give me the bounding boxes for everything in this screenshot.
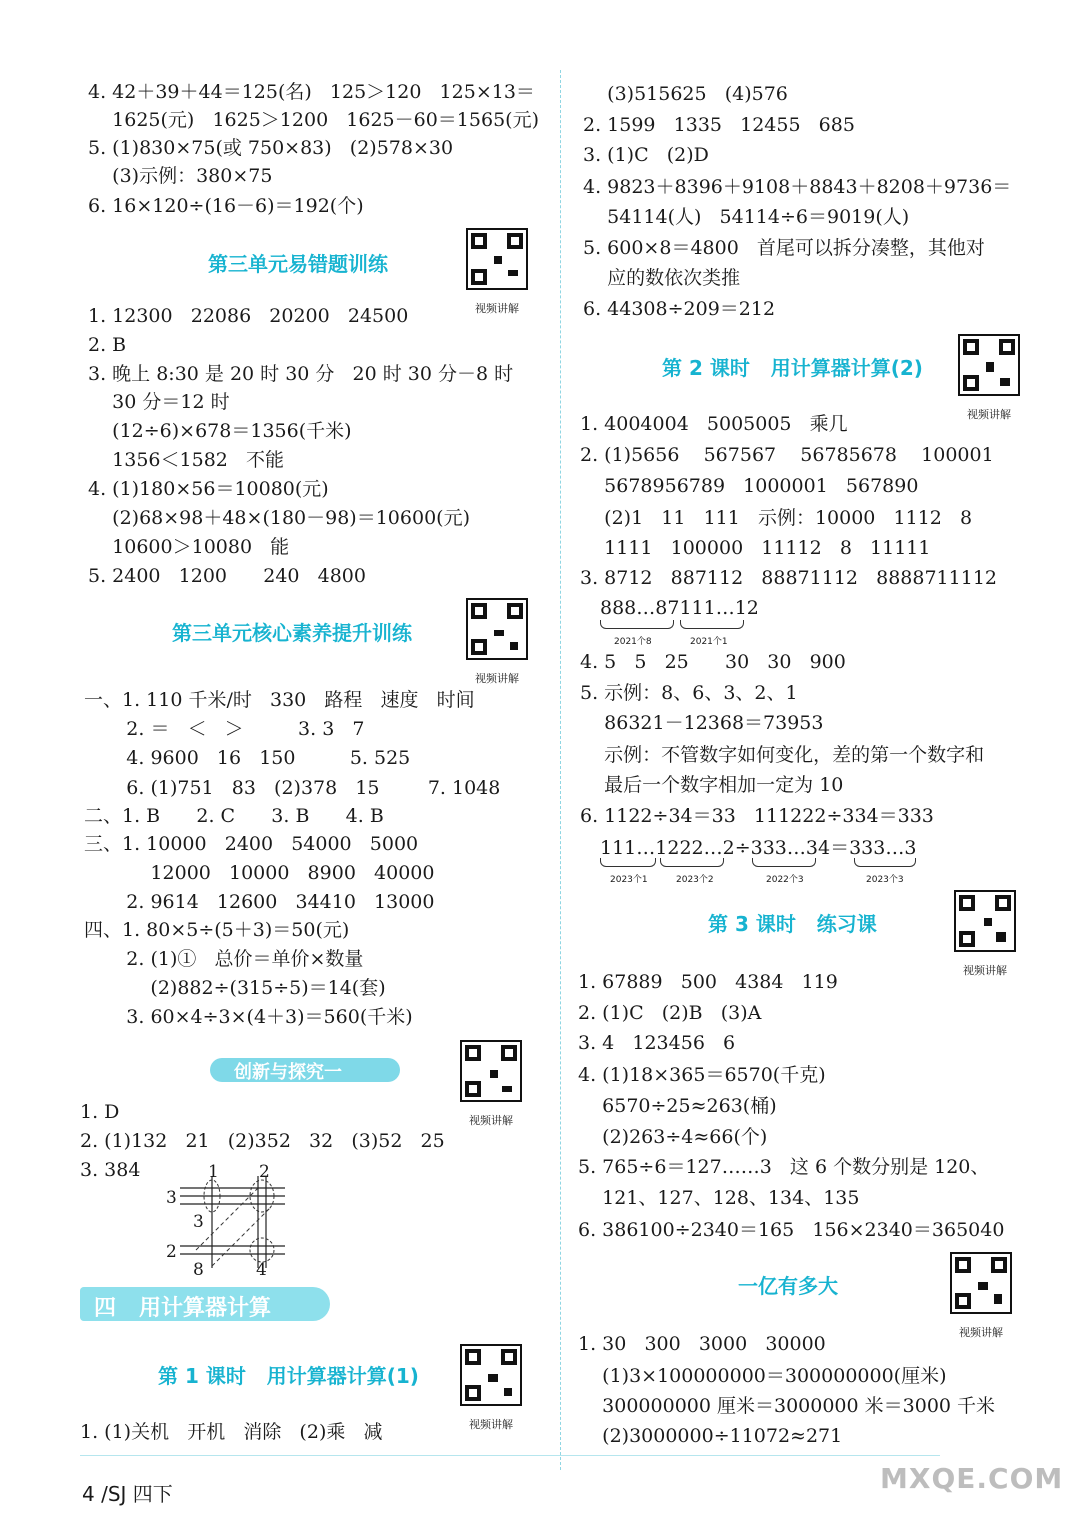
- section-heading: 第 1 课时 用计算器计算(1): [158, 1364, 419, 1388]
- answer-line: 3. 60×4÷3×(4＋3)＝560(千米): [84, 1006, 413, 1028]
- section-heading: 一亿有多大: [738, 1274, 838, 1298]
- answer-line: 10600＞10080 能: [88, 536, 290, 558]
- answer-line: 1. 67889 500 4384 119: [578, 971, 838, 993]
- answer-line: 5. 600×8＝4800 首尾可以拆分凑整，其他对: [583, 237, 985, 259]
- multiplication-grid-diagram: [160, 1158, 300, 1276]
- column-divider: [560, 70, 561, 1470]
- answer-line: 3. (1)C (2)D: [583, 144, 709, 166]
- answer-line: 示例：不管数字如何变化，差的第一个数字和: [580, 744, 985, 766]
- answer-line: (3)示例：380×75: [88, 165, 273, 187]
- answer-line: (1)3×100000000＝300000000(厘米): [578, 1365, 947, 1387]
- answer-line: 1356＜1582 不能: [88, 449, 284, 471]
- grid-label: 8: [193, 1260, 204, 1280]
- answer-line: 300000000 厘米＝3000000 米＝3000 千米: [578, 1395, 996, 1417]
- answer-line: 1. D: [80, 1101, 120, 1123]
- answer-line: 最后一个数字相加一定为 10: [580, 774, 844, 796]
- qr-code-icon[interactable]: [950, 1252, 1012, 1314]
- answer-line: 121、127、128、134、135: [578, 1187, 860, 1209]
- answer-line: 30 分＝12 时: [88, 391, 230, 413]
- answer-line: 5. 2400 1200 240 4800: [88, 565, 366, 587]
- qr-code-icon[interactable]: [466, 598, 528, 660]
- section-heading: 第 2 课时 用计算器计算(2): [662, 356, 923, 380]
- brace-note: 2021个8: [614, 637, 652, 647]
- answer-line: 应的数依次类推: [583, 267, 741, 289]
- answer-line: (3)515625 (4)576: [583, 83, 788, 105]
- answer-line: 6. 386100÷2340＝165 156×2340＝365040: [578, 1219, 1005, 1241]
- answer-line: (2)68×98＋48×(180－98)＝10600(元): [88, 507, 470, 529]
- qr-code-icon[interactable]: [954, 890, 1016, 952]
- brace-note: 2021个1: [690, 637, 728, 647]
- answer-line: 2. (1)① 总价＝单价×数量: [84, 948, 364, 970]
- answer-line: 4. 9823＋8396＋9108＋8843＋8208＋9736＝: [583, 176, 1012, 198]
- answer-line: 2. ＝ ＜ ＞ 3. 3 7: [84, 718, 365, 740]
- qr-label: 视频讲解: [475, 672, 519, 685]
- answer-line: 1. (1)关机 开机 消除 (2)乘 减: [80, 1421, 383, 1443]
- answer-line: 3. 4 123456 6: [578, 1032, 736, 1054]
- page-footer: 4 /SJ 四下: [82, 1482, 173, 1506]
- answer-line: 一、1. 110 千米/时 330 路程 速度 时间: [84, 689, 475, 711]
- answer-line: 54114(人) 54114÷6＝9019(人): [583, 206, 910, 228]
- brace-mark: [600, 620, 674, 629]
- answer-line: 2. 1599 1335 12455 685: [583, 114, 855, 136]
- section-heading: 第三单元易错题训练: [208, 252, 388, 276]
- qr-code-icon[interactable]: [460, 1344, 522, 1406]
- watermark: MXQE.COM: [880, 1462, 1064, 1495]
- grid-label: 4: [256, 1260, 267, 1280]
- answer-line: 1625(元) 1625＞1200 1625－60＝1565(元): [88, 109, 539, 131]
- qr-label: 视频讲解: [963, 964, 1007, 977]
- grid-label: 2: [259, 1162, 270, 1182]
- answer-line: 2. (1)132 21 (2)352 32 (3)52 25: [80, 1130, 445, 1152]
- brace-note: 2023个2: [676, 875, 714, 885]
- answer-line: 6. 16×120÷(16－6)＝192(个): [88, 195, 364, 217]
- answer-line: 86321－12368＝73953: [580, 712, 824, 734]
- answer-line: 4. 42＋39＋44＝125(名) 125＞120 125×13＝: [88, 81, 535, 103]
- answer-line: 1. 30 300 3000 30000: [578, 1333, 826, 1355]
- grid-label: 2: [166, 1242, 177, 1262]
- answer-line: (2)263÷4≈66(个): [578, 1126, 768, 1148]
- answer-line: 1. 4004004 5005005 乘几: [580, 413, 848, 435]
- answer-line: (12÷6)×678＝1356(千米): [88, 420, 352, 442]
- grid-label: 1: [208, 1162, 219, 1182]
- answer-line: 3. 晚上 8:30 是 20 时 30 分 20 时 30 分－8 时: [88, 363, 514, 385]
- qr-label: 视频讲解: [469, 1418, 513, 1431]
- answer-line: (2)3000000÷11072≈271: [578, 1425, 843, 1447]
- qr-label: 视频讲解: [967, 408, 1011, 421]
- answer-line: 6. 44308÷209＝212: [583, 298, 776, 320]
- answer-line: 四、1. 80×5÷(5＋3)＝50(元): [84, 919, 350, 941]
- answer-line: 1. 12300 22086 20200 24500: [88, 305, 409, 327]
- answer-line: 2. B: [88, 334, 127, 356]
- answer-line: 4. 5 5 25 30 30 900: [580, 651, 846, 673]
- answer-line: 3. 384: [80, 1159, 141, 1181]
- answer-line: 3. 8712 887112 88871112 8888711112: [580, 567, 997, 589]
- answer-line: 6. (1)751 83 (2)378 15 7. 1048: [84, 777, 501, 799]
- footer-rule: [80, 1455, 940, 1456]
- qr-label: 视频讲解: [469, 1114, 513, 1127]
- answer-line: 1111 100000 11112 8 11111: [580, 537, 931, 559]
- qr-label: 视频讲解: [475, 302, 519, 315]
- answer-line: 6. 1122÷34＝33 111222÷334＝333: [580, 805, 934, 827]
- brace-note: 2023个3: [866, 875, 904, 885]
- answer-line: (2)882÷(315÷5)＝14(套): [84, 977, 386, 999]
- brace-mark: [600, 858, 656, 867]
- answer-line: 4. (1)18×365＝6570(千克): [578, 1064, 826, 1086]
- brace-expression: 111…1222…2÷333…34＝333…3: [600, 837, 917, 859]
- section-heading: 第 3 课时 练习课: [708, 912, 877, 936]
- unit-banner: 四 用计算器计算: [80, 1287, 330, 1321]
- qr-code-icon[interactable]: [460, 1040, 522, 1102]
- grid-label: 3: [166, 1188, 177, 1208]
- answer-line: 二、1. B 2. C 3. B 4. B: [84, 805, 384, 827]
- answer-line: 6570÷25≈263(桶): [578, 1095, 777, 1117]
- answer-line: 4. (1)180×56＝10080(元): [88, 478, 329, 500]
- qr-code-icon[interactable]: [466, 228, 528, 290]
- answer-line: 三、1. 10000 2400 54000 5000: [84, 833, 419, 855]
- qr-code-icon[interactable]: [958, 334, 1020, 396]
- section-heading: 第三单元核心素养提升训练: [172, 621, 412, 645]
- answer-line: (2)1 11 111 示例：10000 1112 8: [580, 507, 973, 529]
- answer-line: 12000 10000 8900 40000: [84, 862, 435, 884]
- grid-label: 3: [193, 1212, 204, 1232]
- section-pill-heading: 创新与探究一: [210, 1058, 400, 1082]
- brace-mark: [854, 858, 916, 867]
- answer-line: 5678956789 1000001 567890: [580, 475, 919, 497]
- answer-line: 2. (1)5656 567567 56785678 100001: [580, 444, 994, 466]
- answer-line: 5. 示例：8、6、3、2、1: [580, 682, 798, 704]
- brace-expression: 888…87111…12: [600, 597, 759, 619]
- qr-label: 视频讲解: [959, 1326, 1003, 1339]
- brace-mark: [680, 620, 744, 629]
- answer-line: 2. (1)C (2)B (3)A: [578, 1002, 762, 1024]
- brace-mark: [660, 858, 724, 867]
- answer-line: 5. (1)830×75(或 750×83) (2)578×30: [88, 137, 454, 159]
- answer-line: 2. 9614 12600 34410 13000: [84, 891, 435, 913]
- answer-line: 5. 765÷6＝127……3 这 6 个数分别是 120、: [578, 1156, 990, 1178]
- brace-mark: [752, 858, 816, 867]
- answer-line: 4. 9600 16 150 5. 525: [84, 747, 411, 769]
- brace-note: 2022个3: [766, 875, 804, 885]
- brace-note: 2023个1: [610, 875, 648, 885]
